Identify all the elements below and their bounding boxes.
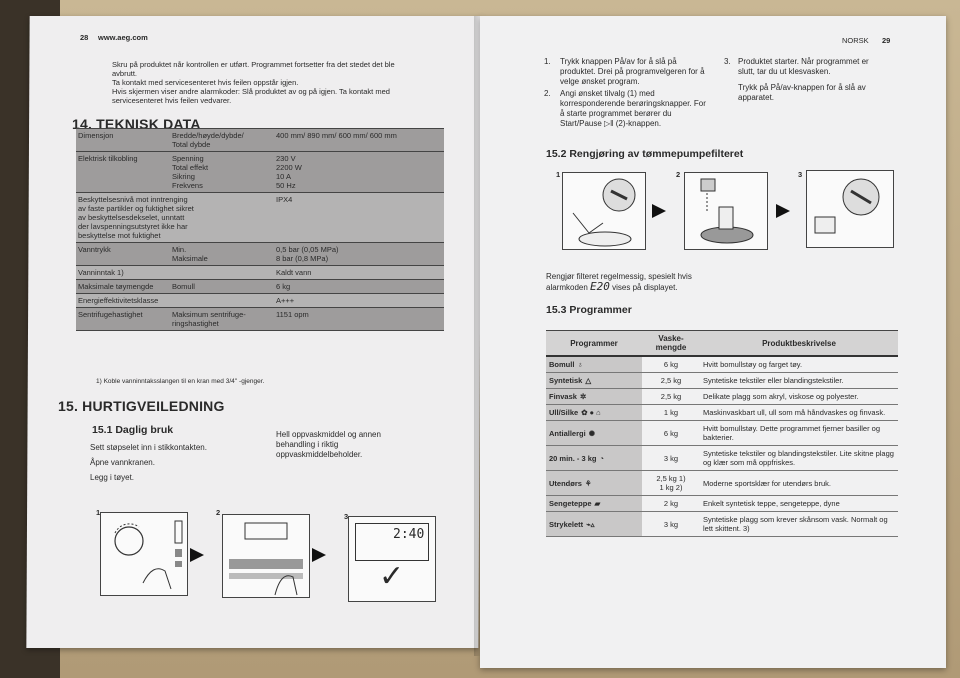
- cell: Maksimale tøymengde: [78, 282, 154, 291]
- dial-hand-icon: [101, 513, 187, 595]
- filter-step-2: [684, 172, 768, 250]
- list-item: [724, 57, 884, 77]
- list-text: Angi ønsket tilvalg (1) med korresponderende berøringsknapper. For å starte programmet berører du Start/Pause ▷‖ (2)-knappen.: [560, 89, 706, 128]
- program-load: 6 kg: [642, 421, 700, 446]
- steps-left: [90, 443, 207, 483]
- button-panel-icon: [223, 515, 309, 597]
- intro-line: servicesenteret hvis feilen vedvarer.: [112, 96, 232, 105]
- program-load: 3 kg: [642, 512, 700, 537]
- program-load: 2 kg: [642, 496, 700, 512]
- program-icon: △: [585, 376, 592, 385]
- left-page-number: 28: [80, 33, 89, 42]
- program-description: Moderne sportsklær for utendørs bruk.: [700, 471, 898, 496]
- program-name-cell: [546, 389, 642, 405]
- cell: 1151 opm: [276, 310, 309, 319]
- subsection-15-3-title: 15.3 Programmer: [546, 304, 632, 316]
- intro-line: avbrutt.: [112, 69, 138, 78]
- column-header: Produktbeskrivelse: [700, 331, 898, 357]
- diagram-number: 2: [216, 508, 221, 517]
- step-text: Sett støpselet inn i stikkontakten.: [90, 443, 207, 452]
- cell: Beskyttelsesnivå mot inntrenging av faste partikler og fuktighet sikret av beskyttelsesdekselet, unntatt der lavspenningsutstyret ikke har beskyttelse mot fuktighet: [78, 195, 194, 240]
- table-row: [546, 389, 898, 405]
- display-time: 2:40: [393, 527, 425, 542]
- step-text: Hell oppvaskmiddel og annen: [276, 430, 381, 439]
- cell: Sentrifugehastighet: [78, 310, 143, 319]
- program-name-cell: [546, 421, 642, 446]
- program-name-cell: [546, 512, 642, 537]
- table-row: [546, 446, 898, 471]
- table-row: [76, 308, 444, 331]
- column-header: Programmer: [546, 331, 642, 357]
- step-text: Legg i tøyet.: [90, 473, 135, 482]
- program-name-cell: [546, 496, 642, 512]
- right-lang: NORSK: [842, 36, 869, 45]
- list-text: Produktet starter. Når programmet er slutt, tar du ut klesvasken.: [738, 57, 869, 76]
- steps-list-2: [724, 57, 884, 103]
- filter-open-icon: [563, 173, 645, 249]
- program-icon: ✿ ● ⌂: [581, 408, 601, 417]
- table-row: [76, 243, 444, 266]
- intro-line: Skru på produktet når kontrollen er utført. Programmet fortsetter fra det stedet det ble: [112, 60, 395, 69]
- program-load: 2,5 kg: [642, 373, 700, 389]
- table-header-row: [546, 331, 898, 357]
- program-icon: ✲: [579, 392, 587, 401]
- program-load: 1 kg: [642, 405, 700, 421]
- table-row: [546, 496, 898, 512]
- list-number: 1.: [544, 57, 551, 66]
- left-url: www.aeg.com: [98, 33, 148, 42]
- right-page-number: 29: [882, 36, 891, 45]
- arrow-shaft: [312, 552, 318, 558]
- footnote: 1) Koble vanninntaksslangen til en kran med 3/4'' -gjenger.: [96, 378, 265, 385]
- diagram-number: 1: [556, 170, 561, 179]
- program-load: 2,5 kg: [642, 389, 700, 405]
- filter-step-3: [806, 170, 894, 248]
- table-row: [76, 152, 444, 193]
- step-text: oppvaskmiddelbeholder.: [276, 450, 363, 459]
- program-description: Hvitt bomullstøy og farget tøy.: [700, 356, 898, 373]
- program-load: 6 kg: [642, 356, 700, 373]
- table-row: [546, 405, 898, 421]
- list-item: [544, 57, 712, 87]
- step-text: behandling i riktig: [276, 440, 339, 449]
- program-name: Antiallergi: [549, 428, 586, 438]
- filter-text: [546, 272, 692, 293]
- step-text: Åpne vannkranen.: [90, 458, 155, 467]
- program-name-cell: [546, 471, 642, 496]
- cell: Maksimum sentrifuge- ringshastighet: [172, 310, 246, 328]
- cell: Elektrisk tilkobling: [78, 154, 138, 163]
- program-name: Utendørs: [549, 478, 582, 488]
- filter-text-line: Rengjør filteret regelmessig, spesielt hvis: [546, 272, 692, 281]
- program-description: Hvitt bomullstøy. Dette programmet fjerner basiller og bakterier.: [700, 421, 898, 446]
- program-name: Ull/Silke: [549, 408, 579, 417]
- program-name: Bomull: [549, 360, 575, 369]
- program-description: Syntetiske tekstiler og blandingstekstiler. Lite skitne plagg og klær som må oppfriskes.: [700, 446, 898, 471]
- column-header: Vaske- mengde: [642, 331, 700, 357]
- list-item: [544, 89, 712, 129]
- program-icon: ⚘: [584, 478, 592, 488]
- program-icon: ✺: [588, 428, 595, 438]
- program-icon: ◔: [599, 453, 605, 463]
- section-15-title: 15. HURTIGVEILEDNING: [58, 398, 225, 414]
- subsection-15-2-title: 15.2 Rengjøring av tømmepumpefilteret: [546, 148, 744, 160]
- table-row: [546, 512, 898, 537]
- program-name: Strykelett: [549, 519, 584, 529]
- steps-right: [276, 430, 381, 460]
- intro-text: [112, 60, 452, 105]
- program-load: 2,5 kg 1) 1 kg 2): [642, 471, 700, 496]
- list-text: Trykk på På/av-knappen for å slå av apparatet.: [738, 83, 866, 102]
- diagram-power-on: [100, 512, 188, 596]
- cell: 230 V 2200 W 10 A 50 Hz: [276, 154, 302, 190]
- list-item: [724, 83, 884, 103]
- list-number: [724, 83, 738, 103]
- table-row: [546, 373, 898, 389]
- intro-line: Ta kontakt med servicesenteret hvis feilen oppstår igjen.: [112, 78, 299, 87]
- program-name-cell: [546, 356, 642, 373]
- subsection-15-1-title: 15.1 Daglig bruk: [92, 424, 174, 436]
- table-row: [76, 294, 444, 308]
- arrow-shaft: [190, 552, 196, 558]
- program-name-cell: [546, 373, 642, 389]
- table-row: [546, 421, 898, 446]
- program-description: Maskinvaskbart ull, ull som må håndvaskes og finvask.: [700, 405, 898, 421]
- cell: Spenning Total effekt Sikring Frekvens: [172, 154, 209, 190]
- program-name: Sengeteppe: [549, 499, 592, 508]
- intro-line: Hvis skjermen viser andre alarmkoder: Slå produktet av og på igjen. Ta kontakt med: [112, 87, 390, 96]
- program-name-cell: [546, 446, 642, 471]
- filter-step-1: [562, 172, 646, 250]
- cell: 6 kg: [276, 282, 291, 291]
- cell: Kaldt vann: [276, 268, 312, 277]
- diagram-number: 1: [96, 508, 101, 517]
- diagram-start: [348, 516, 436, 602]
- diagram-select-option: [222, 514, 310, 598]
- diagram-number: 3: [798, 170, 803, 179]
- cell: A+++: [276, 296, 295, 305]
- filter-text-part: alarmkoden: [546, 283, 588, 292]
- table-row: [76, 193, 444, 243]
- program-description: Syntetiske tekstiler eller blandingstekstiler.: [700, 373, 898, 389]
- cell: Min. Maksimale: [172, 245, 208, 263]
- program-icon: ⌁▵: [586, 519, 595, 529]
- program-load: 3 kg: [642, 446, 700, 471]
- cell: Energieffektivitetsklasse: [78, 296, 159, 305]
- filter-text-part: vises på displayet.: [612, 283, 678, 292]
- program-icon: ▰: [594, 499, 601, 508]
- section-14-title: 14. TEKNISK DATA: [72, 116, 201, 132]
- cell: Vanninntak 1): [78, 268, 124, 277]
- list-number: 3.: [724, 57, 731, 66]
- cell: 400 mm/ 890 mm/ 600 mm/ 600 mm: [276, 131, 397, 140]
- arrow-shaft: [776, 208, 782, 214]
- steps-list-1: [544, 57, 712, 129]
- program-icon: ♁: [577, 360, 584, 369]
- program-name: 20 min. - 3 kg: [549, 453, 597, 463]
- filter-rinse-icon: [685, 173, 767, 249]
- tech-data-table: [76, 128, 444, 331]
- list-number: 2.: [544, 89, 551, 98]
- program-name: Syntetisk: [549, 376, 583, 385]
- filter-text-line: [546, 282, 692, 293]
- table-row: [76, 280, 444, 294]
- programs-table: [546, 330, 898, 537]
- cell: IPX4: [276, 195, 293, 204]
- cell: Dimensjon: [78, 131, 114, 140]
- diagram-number: 2: [676, 170, 681, 179]
- table-row: [546, 356, 898, 373]
- list-text: Trykk knappen På/av for å slå på produktet. Drei på programvelgeren for å velge ønsket program.: [560, 57, 705, 86]
- check-icon: ✓: [379, 560, 405, 593]
- program-name-cell: [546, 405, 642, 421]
- table-row: [546, 471, 898, 496]
- cell: Vanntrykk: [78, 245, 111, 254]
- diagram-number: 3: [344, 512, 349, 521]
- cell: Bredde/høyde/dybde/ Total dybde: [172, 131, 244, 149]
- cell: 0,5 bar (0,05 MPa) 8 bar (0,8 MPa): [276, 245, 339, 263]
- table-row: [76, 129, 444, 152]
- filter-close-icon: [807, 171, 893, 247]
- cell: Bomull: [172, 282, 195, 291]
- program-description: Syntetiske plagg som krever skånsom vask. Normalt og lett skittent. 3): [700, 512, 898, 537]
- program-name: Finvask: [549, 392, 577, 401]
- alarm-code: E20: [590, 280, 610, 293]
- arrow-shaft: [652, 208, 658, 214]
- program-description: Delikate plagg som akryl, viskose og polyester.: [700, 389, 898, 405]
- table-row: [76, 266, 444, 280]
- program-description: Enkelt syntetisk teppe, sengeteppe, dyne: [700, 496, 898, 512]
